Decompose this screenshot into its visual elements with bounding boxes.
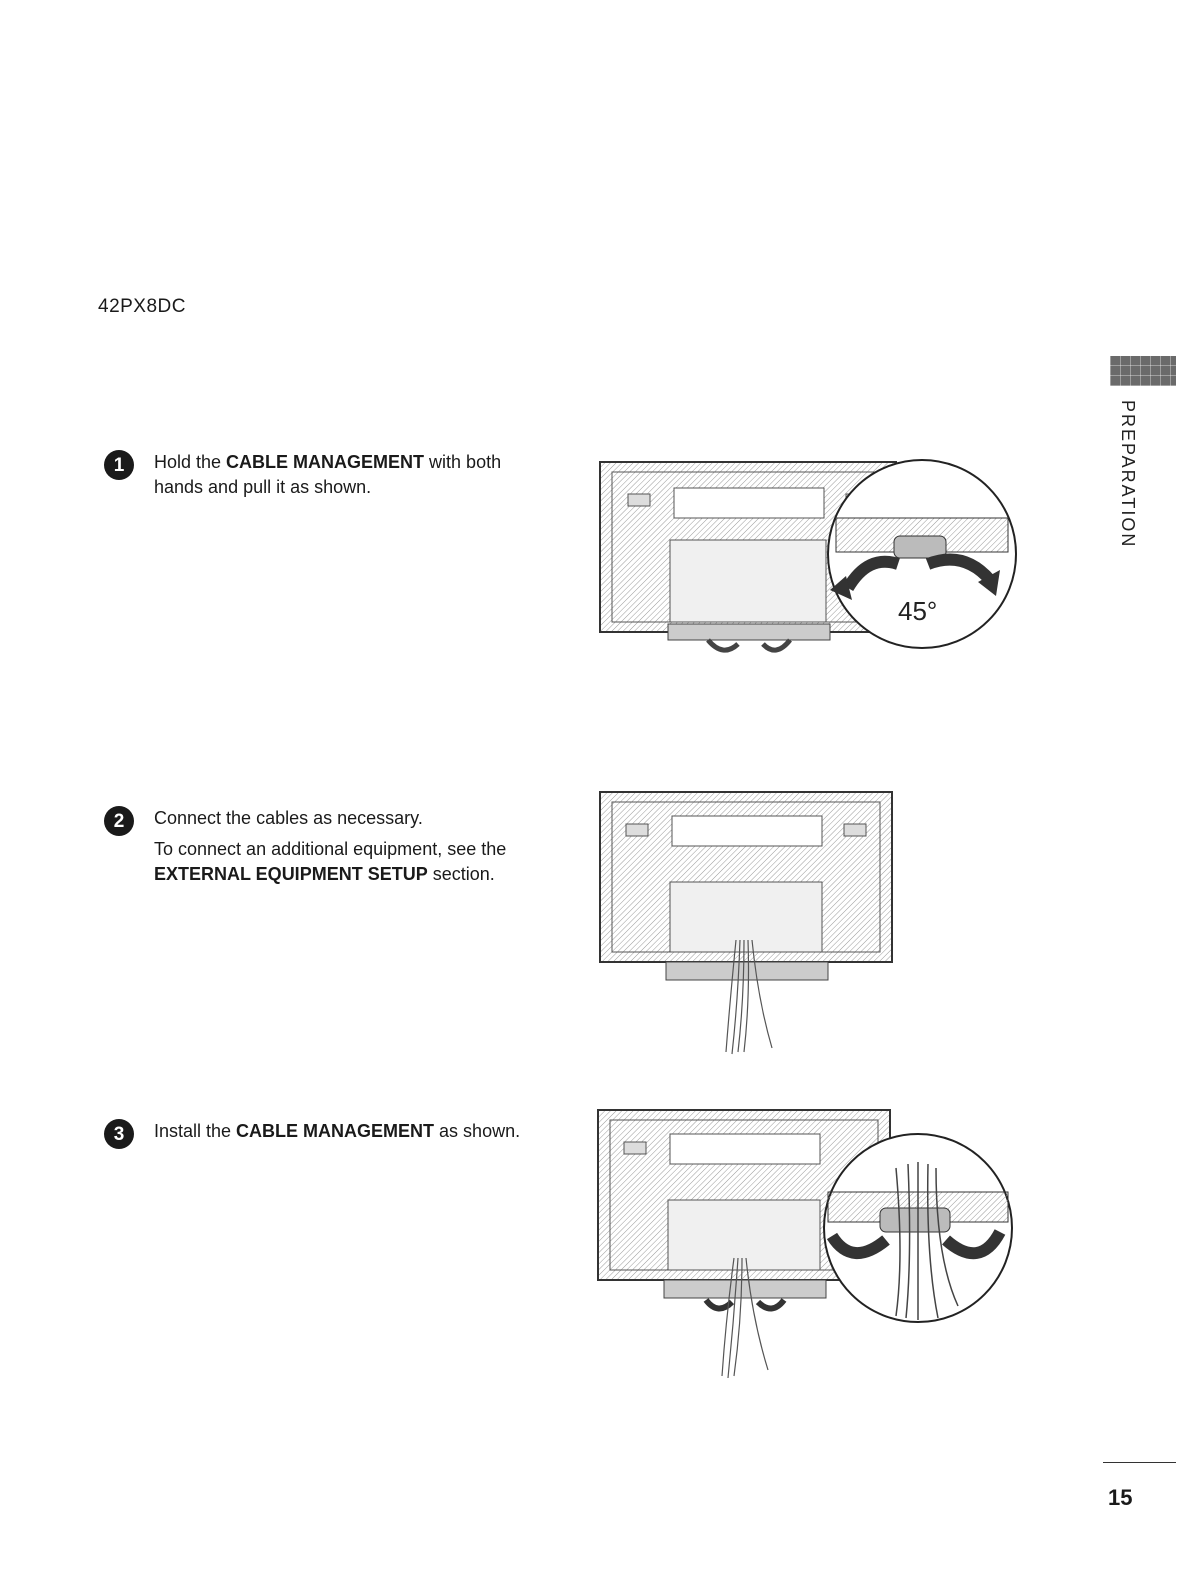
step-number-badge: 2 (104, 806, 134, 836)
text: Hold the (154, 452, 227, 472)
tv-back-illustration (600, 792, 892, 980)
emphasis: EXTERNAL EQUIPMENT SETUP (154, 864, 428, 884)
step-paragraph: Connect the cables as necessary. (154, 808, 423, 828)
tab-grid-pattern (1110, 356, 1176, 386)
section-tab-marker (1110, 356, 1176, 386)
page-number-rule (1103, 1462, 1176, 1463)
angle-label: 45° (898, 596, 938, 626)
step-paragraph (154, 1119, 544, 1144)
magnified-detail (824, 1134, 1012, 1322)
figure-pull-cable-management (598, 458, 1018, 668)
figure-connect-cables (598, 790, 898, 1060)
step-3 (104, 1119, 544, 1144)
text: as shown. (434, 1121, 521, 1141)
step-1 (104, 450, 544, 500)
section-label: PREPARATION (1118, 400, 1138, 549)
step-number-badge: 3 (104, 1119, 134, 1149)
page-number: 15 (1108, 1485, 1133, 1510)
step-text (154, 1119, 544, 1144)
figure-install-cable-management (596, 1108, 1016, 1383)
model-number: 42PX8DC (98, 296, 186, 317)
step-text (154, 806, 544, 887)
step-paragraph (154, 450, 544, 500)
text: section. (427, 864, 495, 884)
text: Install the (154, 1121, 237, 1141)
text: To connect an additional equipment, see the (154, 839, 507, 859)
emphasis: CABLE MANAGEMENT (236, 1121, 435, 1141)
step-number-badge: 1 (104, 450, 134, 480)
step-2 (104, 806, 544, 887)
step-text (154, 450, 544, 500)
step-paragraph (154, 837, 544, 887)
text: with both hands and pull it as shown. (154, 452, 502, 497)
emphasis: CABLE MANAGEMENT (226, 452, 425, 472)
